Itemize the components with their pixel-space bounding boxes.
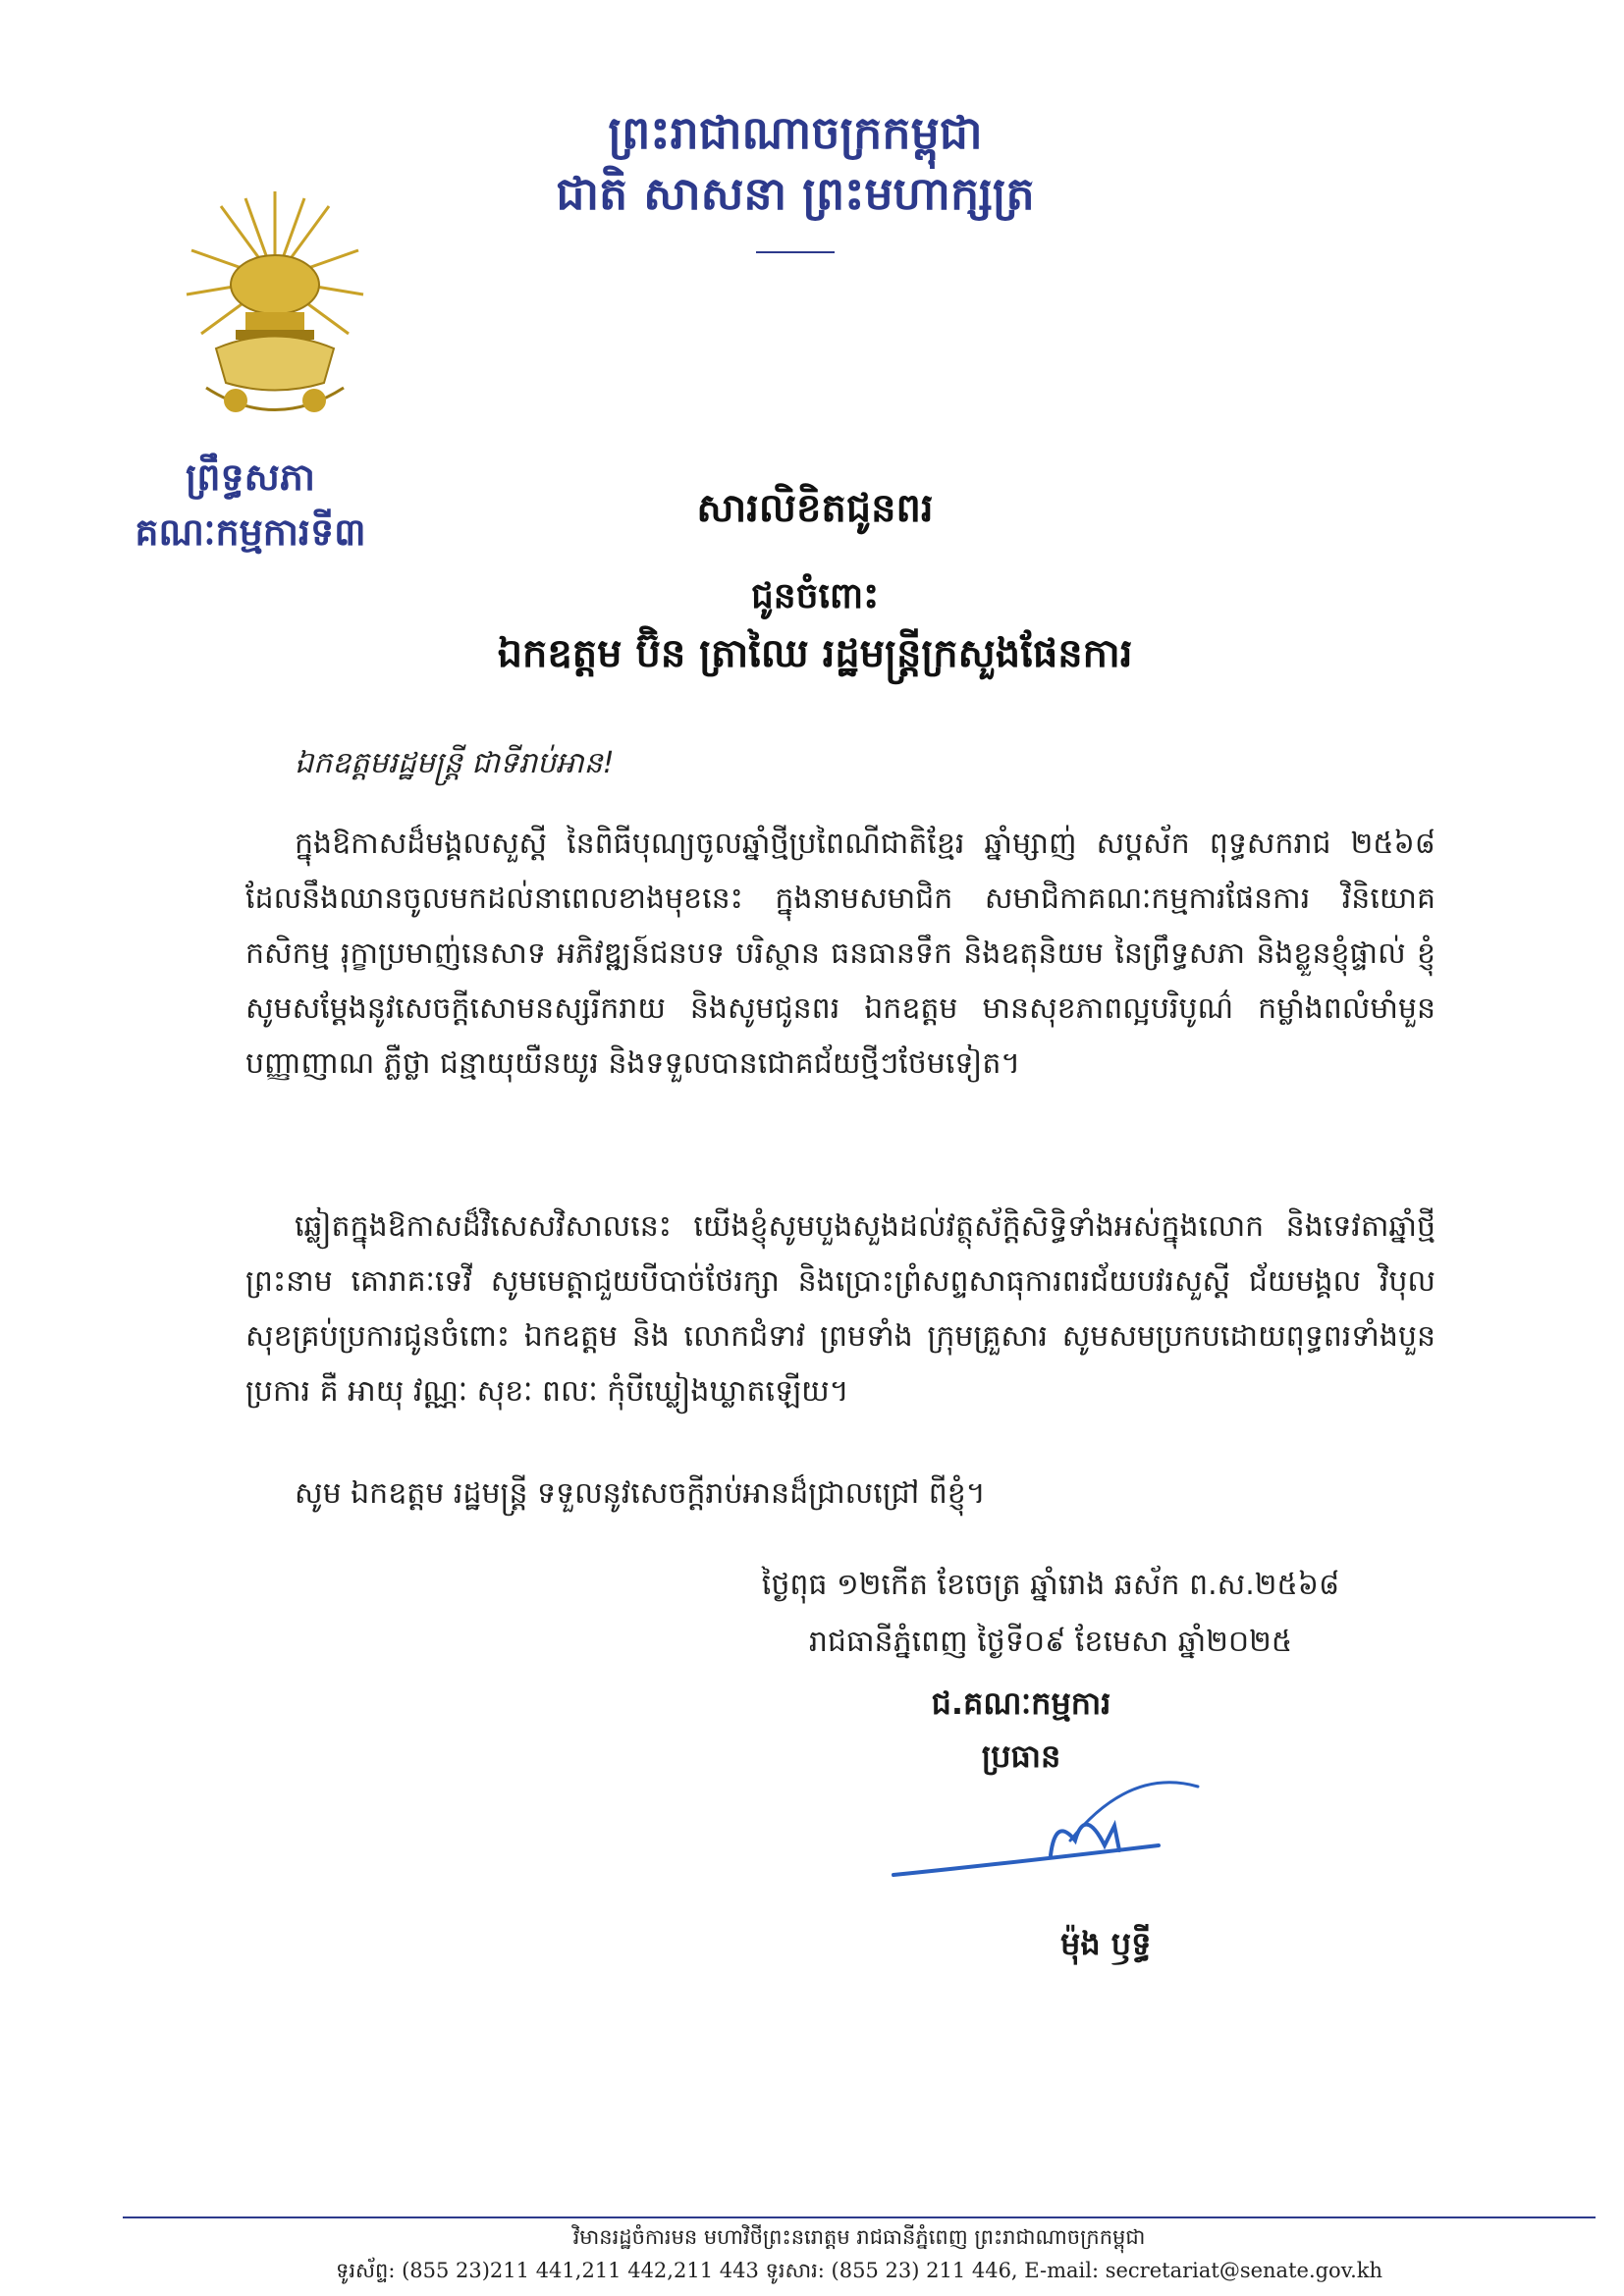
header-divider bbox=[756, 251, 835, 253]
commission-name: គណៈកម្មការទី៣ bbox=[135, 509, 366, 554]
organization-block bbox=[98, 450, 403, 560]
to-label: ជូនចំពោះ bbox=[750, 576, 880, 616]
paragraph-1: ក្នុងឱកាសដ៏មង្គលសួស្តី នៃពិធីបុណ្យចូលឆ្នាំថ្មីប្រពៃណីជាតិខ្មែរ ឆ្នាំម្សាញ់ សប្តស័ក ពុទ្ធសករាជ ២៥៦៨ ដែលនឹងឈានចូលមកដល់នាពេលខាងមុខនេះ ក្នុងនាមសមាជិក សមាជិកាគណៈកម្មការផែនការ វិនិយោគ កសិកម្ម រុក្ខាប្រមាញ់នេសាទ អភិវឌ្ឍន៍ជនបទ បរិស្ថាន ធនធានទឹក និងឧតុនិយម នៃព្រឹទ្ធសភា និងខ្លួនខ្ញុំផ្ទាល់ ខ្ញុំសូមសម្តែងនូវសេចក្តីសោមនស្សរីករាយ និងសូមជូនពរ ឯកឧត្តម មានសុខភាពល្អបរិបូណ៌ កម្លាំងពលំមាំមួន បញ្ញាញាណ ភ្លឺថ្លា ជន្មាយុយឺនយូរ និងទទួលបានជោគជ័យថ្មីៗថែមទៀត។ bbox=[245, 827, 1435, 1081]
date-lunar: ថ្ងៃពុធ ១២កើត ខែចេត្រ ឆ្នាំរោង ឆស័ក ព.ស.២៥៦៨ bbox=[761, 1568, 1340, 1602]
footer-contact: ទូរស័ព្ទ: (855 23)211 441,211 442,211 443 ទូរសារ: (855 23) 211 446, E-mail: secretariat@senate.gov.kh bbox=[336, 2259, 1382, 2282]
footer-address: វិមានរដ្ឋចំការមន មហាវិថីព្រះនរោត្តម រាជធានីភ្នំពេញ ព្រះរាជាណាចក្រកម្ពុជា bbox=[572, 2225, 1146, 2249]
greeting: ឯកឧត្តមរដ្ឋមន្ត្រី ជាទីរាប់អាន! bbox=[295, 746, 615, 780]
signer-name: ម៉ុង ឫទ្ធី bbox=[1060, 1925, 1152, 1962]
letter-title: សារលិខិតជូនពរ bbox=[696, 486, 934, 531]
paragraph-2: ឆ្លៀតក្នុងឱកាសដ៏វិសេសវិសាលនេះ យើងខ្ញុំសូមបួងសួងដល់វត្ថុស័ក្តិសិទ្ធិទាំងអស់ក្នុងលោក និងទេវតាឆ្នាំថ្មីព្រះនាម គោរាគៈទេវី សូមមេត្តាជួយបីបាច់ថែរក្សា និងប្រោះព្រំសព្ទសាធុការពរជ័យបវរសួស្តី ជ័យមង្គល វិបុលសុខគ្រប់ប្រការជូនចំពោះ ឯកឧត្តម និង លោកជំទាវ ព្រមទាំង ក្រុមគ្រួសារ សូមសមប្រកបដោយពុទ្ធពរទាំងបួនប្រការ គឺ អាយុ វណ្ណៈ សុខៈ ពលៈ កុំបីឃ្លៀងឃ្លាតឡើយ។ bbox=[245, 1209, 1435, 1409]
national-motto: ជាតិ សាសនា ព្រះមហាក្សត្រ bbox=[556, 167, 1035, 220]
footer-divider bbox=[123, 2216, 1596, 2218]
signature-icon bbox=[874, 1747, 1227, 1904]
recipient: ឯកឧត្តម ប៊ិន ត្រាឈៃ រដ្ឋមន្ត្រីក្រសួងផែនការ bbox=[497, 631, 1133, 676]
senate-emblem-icon bbox=[177, 187, 373, 432]
sign-on-behalf: ជ.គណៈកម្មការ bbox=[931, 1684, 1111, 1722]
sign-title: ប្រធាន bbox=[981, 1737, 1061, 1775]
kingdom-name: ព្រះរាជាណាចក្រកម្ពុជា bbox=[608, 106, 983, 159]
date-solar: រាជធានីភ្នំពេញ ថ្ងៃទី០៩ ខែមេសា ឆ្នាំ២០២៥ bbox=[808, 1625, 1293, 1659]
organization-name: ព្រឹទ្ធសភា bbox=[186, 454, 315, 499]
letterhead-title bbox=[550, 102, 1041, 224]
closing-line: សូម ឯកឧត្តម រដ្ឋមន្ត្រី ទទួលនូវសេចក្តីរាប់អានដ៏ជ្រាលជ្រៅ ពីខ្ញុំ។ bbox=[295, 1476, 986, 1511]
